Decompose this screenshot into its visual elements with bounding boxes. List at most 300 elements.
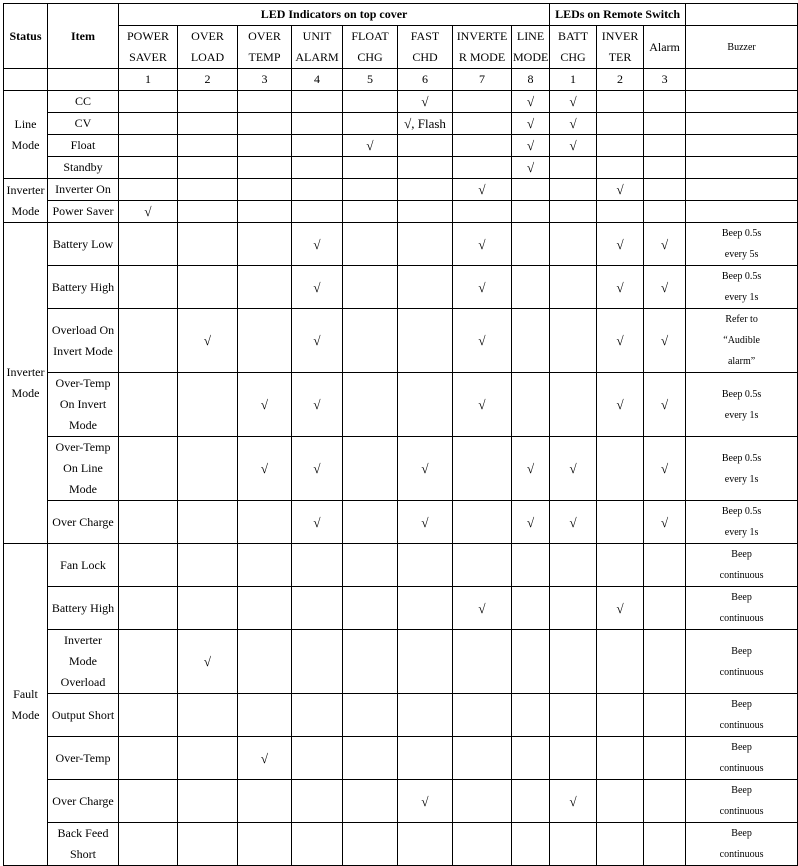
- buzzer-column-header: Buzzer: [686, 26, 798, 69]
- item-label-line: Invert Mode: [53, 343, 113, 358]
- indicator-cell: [550, 780, 597, 823]
- indicator-cell: [119, 823, 178, 866]
- indicator-cell: [644, 694, 686, 737]
- led-column-header: [550, 26, 597, 69]
- indicator-cell: [343, 223, 398, 266]
- check-mark: √: [478, 333, 486, 348]
- check-mark: √: [478, 279, 486, 295]
- indicator-cell: [644, 544, 686, 587]
- indicator-cell: [119, 694, 178, 737]
- check-mark: √: [660, 461, 669, 476]
- check-mark: √: [569, 514, 577, 530]
- column-header-line: CHD: [412, 50, 438, 64]
- item-label-line: Over-Temp: [55, 440, 111, 454]
- buzzer-text-line: continuous: [719, 613, 764, 624]
- indicator-cell: [597, 373, 644, 437]
- check-mark: √: [313, 461, 321, 476]
- indicator-cell: [512, 91, 550, 113]
- indicator-cell: [597, 737, 644, 780]
- indicator-cell: [292, 223, 343, 266]
- led-column-header: [238, 26, 292, 69]
- buzzer-text-line: every 1s: [724, 473, 759, 485]
- indicator-cell: [398, 266, 453, 309]
- check-mark: √: [526, 160, 535, 175]
- indicator-cell: [550, 823, 597, 866]
- indicator-cell: [119, 179, 178, 201]
- indicator-cell: [238, 266, 292, 309]
- item-label-line: Inverter On: [55, 182, 111, 196]
- indicator-cell: [398, 694, 453, 737]
- indicator-cell: [178, 780, 238, 823]
- item-cell: [48, 630, 119, 694]
- indicator-cell: [512, 737, 550, 780]
- item-label-line: Mode: [69, 654, 97, 668]
- check-mark: √: [616, 236, 624, 252]
- check-mark: √: [313, 279, 321, 295]
- indicator-cell: [398, 587, 453, 630]
- indicator-cell: [597, 113, 644, 135]
- indicator-cell: [292, 266, 343, 309]
- indicator-cell: [238, 179, 292, 201]
- buzzer-text-line: Refer to: [725, 314, 758, 325]
- column-header-line: LOAD: [190, 50, 225, 64]
- indicator-cell: [119, 373, 178, 437]
- indicator-cell: [550, 113, 597, 135]
- check-mark: √: [144, 204, 152, 219]
- table-row: [4, 437, 798, 501]
- buzzer-text-line: Beep 0.5s: [721, 506, 762, 517]
- indicator-cell: [178, 201, 238, 223]
- led-number: 3: [644, 69, 686, 91]
- item-cell: [48, 501, 119, 544]
- buzzer-text-line: Beep: [731, 785, 752, 796]
- check-mark: √: [260, 461, 269, 476]
- indicator-cell: [512, 823, 550, 866]
- indicator-cell: [453, 113, 512, 135]
- indicator-cell: [238, 157, 292, 179]
- indicator-cell: [343, 501, 398, 544]
- indicator-cell: [644, 630, 686, 694]
- check-mark: √: [616, 182, 624, 197]
- buzzer-text-line: Beep: [731, 549, 752, 560]
- item-cell: [48, 113, 119, 135]
- indicator-cell: [398, 544, 453, 587]
- indicator-cell: [292, 630, 343, 694]
- check-mark: √: [526, 514, 535, 530]
- indicator-cell: [512, 309, 550, 373]
- buzzer-text-line: continuous: [719, 763, 764, 774]
- item-label-line: Over-Temp: [55, 376, 111, 390]
- column-header-line: CHG: [560, 50, 586, 64]
- indicator-cell: [550, 157, 597, 179]
- item-cell: [48, 544, 119, 587]
- indicator-cell: [178, 630, 238, 694]
- led-number: 2: [597, 69, 644, 91]
- column-header-line: OVER: [248, 29, 281, 43]
- indicator-cell: [453, 501, 512, 544]
- indicator-cell: [178, 373, 238, 437]
- indicator-cell: [597, 266, 644, 309]
- buzzer-text-line: Beep: [731, 592, 752, 603]
- check-mark: √: [569, 116, 577, 131]
- indicator-cell: [398, 135, 453, 157]
- indicator-cell: [597, 544, 644, 587]
- indicator-cell: [597, 694, 644, 737]
- indicator-cell: [644, 266, 686, 309]
- indicator-cell: [119, 737, 178, 780]
- indicator-cell: [178, 157, 238, 179]
- indicator-cell: [119, 266, 178, 309]
- indicator-cell: [343, 157, 398, 179]
- indicator-cell: [597, 780, 644, 823]
- indicator-cell: [550, 544, 597, 587]
- indicator-cell: [512, 223, 550, 266]
- item-label-line: On Line: [63, 461, 103, 475]
- indicator-cell: [597, 91, 644, 113]
- indicator-cell: [512, 630, 550, 694]
- table-row: [4, 135, 798, 157]
- status-label-line: Mode: [11, 707, 40, 722]
- indicator-cell: [453, 266, 512, 309]
- check-mark: √: [421, 461, 429, 476]
- indicator-cell: [644, 157, 686, 179]
- check-mark: √: [660, 279, 669, 295]
- indicator-cell: [398, 737, 453, 780]
- buzzer-cell: [686, 544, 798, 587]
- indicator-cell: [398, 501, 453, 544]
- indicator-cell: [292, 157, 343, 179]
- indicator-cell: [512, 780, 550, 823]
- indicator-cell: [292, 179, 343, 201]
- led-number: 6: [398, 69, 453, 91]
- column-header-line: INVERTE: [456, 29, 508, 43]
- indicator-cell: [238, 91, 292, 113]
- led-number: 1: [550, 69, 597, 91]
- buzzer-text-line: continuous: [719, 806, 764, 817]
- indicator-cell: [398, 309, 453, 373]
- indicator-cell: [597, 157, 644, 179]
- indicator-cell: [453, 437, 512, 501]
- indicator-cell: [453, 91, 512, 113]
- indicator-cell: [119, 91, 178, 113]
- status-cell: [4, 223, 48, 544]
- indicator-cell: [398, 630, 453, 694]
- indicator-cell: [597, 630, 644, 694]
- indicator-cell: [398, 437, 453, 501]
- check-mark: √: [660, 333, 669, 348]
- item-label-line: Power Saver: [52, 204, 114, 218]
- indicator-cell: [292, 694, 343, 737]
- indicator-cell: [343, 737, 398, 780]
- table-row: [4, 266, 798, 309]
- indicator-cell: [119, 780, 178, 823]
- item-cell: [48, 91, 119, 113]
- check-mark: √: [569, 94, 577, 109]
- column-header-line: FLOAT: [351, 29, 389, 43]
- indicator-cell: [512, 437, 550, 501]
- item-label-line: Over-Temp: [55, 750, 111, 765]
- indicator-cell: [512, 135, 550, 157]
- indicator-cell: [119, 201, 178, 223]
- indicator-cell: [343, 201, 398, 223]
- item-header: Item: [48, 4, 119, 69]
- led-number: 1: [119, 69, 178, 91]
- indicator-cell: [343, 309, 398, 373]
- status-cell: [4, 91, 48, 179]
- indicator-cell: [178, 823, 238, 866]
- check-mark: √: [478, 182, 486, 197]
- status-label-line: Mode: [11, 203, 40, 218]
- indicator-cell: [238, 587, 292, 630]
- table-row: [4, 157, 798, 179]
- check-mark: √: [203, 654, 212, 669]
- indicator-cell: [453, 223, 512, 266]
- buzzer-text-line: every 1s: [724, 292, 759, 303]
- status-label-line: Inverter: [6, 365, 45, 379]
- buzzer-cell: [686, 437, 798, 501]
- indicator-cell: [343, 437, 398, 501]
- indicator-cell: [292, 201, 343, 223]
- item-label-line: Over Charge: [52, 793, 114, 808]
- buzzer-cell: [686, 266, 798, 309]
- led-number: 3: [238, 69, 292, 91]
- indicator-cell: [178, 737, 238, 780]
- indicator-cell: [343, 266, 398, 309]
- indicator-cell: [453, 201, 512, 223]
- indicator-cell: [238, 373, 292, 437]
- item-label-line: Output Short: [51, 707, 115, 722]
- item-cell: [48, 587, 119, 630]
- check-mark: √: [660, 514, 669, 530]
- indicator-cell: [178, 179, 238, 201]
- indicator-cell: [119, 437, 178, 501]
- status-cell: [4, 544, 48, 866]
- column-header-line: SAVER: [129, 50, 167, 64]
- indicator-cell: [178, 437, 238, 501]
- indicator-cell: [597, 201, 644, 223]
- buzzer-cell: [686, 501, 798, 544]
- indicator-cell: [292, 780, 343, 823]
- buzzer-text-line: continuous: [719, 720, 764, 731]
- check-mark: √: [616, 600, 624, 616]
- indicator-cell: [644, 823, 686, 866]
- indicator-cell: [292, 823, 343, 866]
- indicator-cell: [550, 266, 597, 309]
- indicator-cell: [119, 587, 178, 630]
- indicator-cell: [238, 630, 292, 694]
- item-label-line: Inverter: [64, 633, 102, 647]
- item-cell: [48, 780, 119, 823]
- indicator-cell: [398, 823, 453, 866]
- led-column-header: [343, 26, 398, 69]
- column-header-line: ALARM: [295, 50, 339, 64]
- indicator-cell: [550, 201, 597, 223]
- item-cell: [48, 737, 119, 780]
- indicator-cell: [119, 113, 178, 135]
- indicator-cell: [119, 135, 178, 157]
- status-label-line: Inverter: [6, 182, 45, 197]
- indicator-cell: [238, 501, 292, 544]
- table-row: [4, 737, 798, 780]
- indicator-cell: [597, 501, 644, 544]
- check-mark: √: [526, 138, 535, 153]
- column-header-line: MODE: [513, 50, 549, 64]
- indicator-cell: [178, 587, 238, 630]
- indicator-cell: [292, 373, 343, 437]
- buzzer-cell: [686, 630, 798, 694]
- table-row: [4, 201, 798, 223]
- buzzer-text-line: continuous: [719, 666, 764, 678]
- number-row-blank: [4, 69, 48, 91]
- indicator-cell: [178, 266, 238, 309]
- led-column-header: [292, 26, 343, 69]
- item-cell: [48, 157, 119, 179]
- indicator-cell: [550, 437, 597, 501]
- indicator-cell: [178, 501, 238, 544]
- indicator-cell: [644, 223, 686, 266]
- indicator-cell: [292, 587, 343, 630]
- column-header-line: UNIT: [302, 29, 332, 43]
- led-column-header: [597, 26, 644, 69]
- buzzer-cell: [686, 694, 798, 737]
- indicator-cell: [644, 91, 686, 113]
- item-label-line: Mode: [69, 418, 97, 432]
- item-label-line: Fan Lock: [60, 557, 106, 572]
- indicator-cell: [644, 373, 686, 437]
- indicator-cell: [453, 630, 512, 694]
- indicator-cell: [597, 135, 644, 157]
- indicator-cell: [512, 157, 550, 179]
- item-cell: [48, 223, 119, 266]
- buzzer-text-line: “Audible: [723, 335, 760, 346]
- indicator-cell: [238, 737, 292, 780]
- indicator-cell: [550, 309, 597, 373]
- buzzer-text-line: alarm”: [727, 356, 756, 367]
- table-row: [4, 373, 798, 437]
- indicator-cell: [343, 91, 398, 113]
- item-label-line: Short: [69, 847, 96, 861]
- indicator-cell: [644, 309, 686, 373]
- status-cell: [4, 179, 48, 223]
- indicator-cell: [512, 266, 550, 309]
- indicator-cell: [119, 157, 178, 179]
- status-label-line: Mode: [11, 386, 40, 400]
- indicator-cell: [597, 587, 644, 630]
- column-header-line: BATT: [558, 29, 589, 43]
- indicator-cell: [292, 309, 343, 373]
- indicator-cell: [512, 544, 550, 587]
- column-header-line: R MODE: [458, 50, 506, 64]
- item-label-line: Standby: [63, 160, 103, 174]
- remote-switch-group-header: LEDs on Remote Switch: [550, 4, 686, 26]
- indicator-cell: [119, 501, 178, 544]
- indicator-cell: [238, 223, 292, 266]
- check-mark: √: [260, 750, 269, 766]
- indicator-cell: [453, 309, 512, 373]
- indicator-cell: [292, 544, 343, 587]
- led-number: 8: [512, 69, 550, 91]
- column-header-line: INVER: [601, 29, 639, 43]
- check-mark: √: [203, 333, 212, 348]
- indicator-cell: [292, 113, 343, 135]
- column-header-line: LINE: [516, 29, 545, 43]
- item-label-line: Overload: [60, 675, 106, 689]
- indicator-cell: [343, 587, 398, 630]
- indicator-cell: [292, 135, 343, 157]
- buzzer-text-line: Beep 0.5s: [721, 452, 762, 464]
- table-row: [4, 179, 798, 201]
- item-cell: [48, 694, 119, 737]
- indicator-cell: [343, 694, 398, 737]
- table-row: [4, 91, 798, 113]
- indicator-cell: [398, 223, 453, 266]
- buzzer-text-line: Beep 0.5s: [721, 271, 762, 282]
- buzzer-cell: [686, 823, 798, 866]
- table-row: [4, 823, 798, 866]
- column-header-line: CHG: [357, 50, 383, 64]
- indicator-cell: [550, 737, 597, 780]
- indicator-cell: [512, 179, 550, 201]
- indicator-cell: [343, 823, 398, 866]
- led-number: 4: [292, 69, 343, 91]
- indicator-cell: [644, 587, 686, 630]
- indicator-cell: [644, 737, 686, 780]
- indicator-cell: [343, 373, 398, 437]
- check-mark: √, Flash: [404, 116, 446, 131]
- indicator-cell: [597, 823, 644, 866]
- indicator-cell: [597, 309, 644, 373]
- indicator-cell: [512, 501, 550, 544]
- check-mark: √: [569, 138, 577, 153]
- indicator-cell: [453, 157, 512, 179]
- indicator-cell: [238, 780, 292, 823]
- indicator-cell: [550, 373, 597, 437]
- indicator-cell: [343, 135, 398, 157]
- check-mark: √: [569, 461, 577, 476]
- check-mark: √: [421, 514, 429, 530]
- top-cover-group-header: LED Indicators on top cover: [119, 4, 550, 26]
- indicator-cell: [178, 223, 238, 266]
- buzzer-text-line: every 1s: [724, 409, 759, 421]
- led-number: 7: [453, 69, 512, 91]
- check-mark: √: [616, 279, 624, 295]
- check-mark: √: [660, 236, 669, 252]
- indicator-cell: [398, 780, 453, 823]
- indicator-cell: [597, 437, 644, 501]
- indicator-cell: [644, 113, 686, 135]
- led-column-header: [398, 26, 453, 69]
- buzzer-cell: [686, 223, 798, 266]
- indicator-cell: [644, 501, 686, 544]
- check-mark: √: [526, 116, 535, 131]
- indicator-cell: [512, 694, 550, 737]
- led-number: 2: [178, 69, 238, 91]
- indicator-cell: [238, 201, 292, 223]
- item-label-line: Battery High: [51, 600, 115, 615]
- indicator-cell: [453, 135, 512, 157]
- indicator-cell: [597, 223, 644, 266]
- indicator-cell: [398, 201, 453, 223]
- buzzer-text-line: every 1s: [724, 527, 759, 538]
- indicator-cell: [453, 179, 512, 201]
- indicator-cell: [597, 179, 644, 201]
- indicator-cell: [178, 544, 238, 587]
- buzzer-cell: [686, 737, 798, 780]
- buzzer-text-line: Beep: [731, 645, 752, 657]
- indicator-cell: [238, 309, 292, 373]
- column-header-line: FAST: [410, 29, 440, 43]
- check-mark: √: [313, 333, 321, 348]
